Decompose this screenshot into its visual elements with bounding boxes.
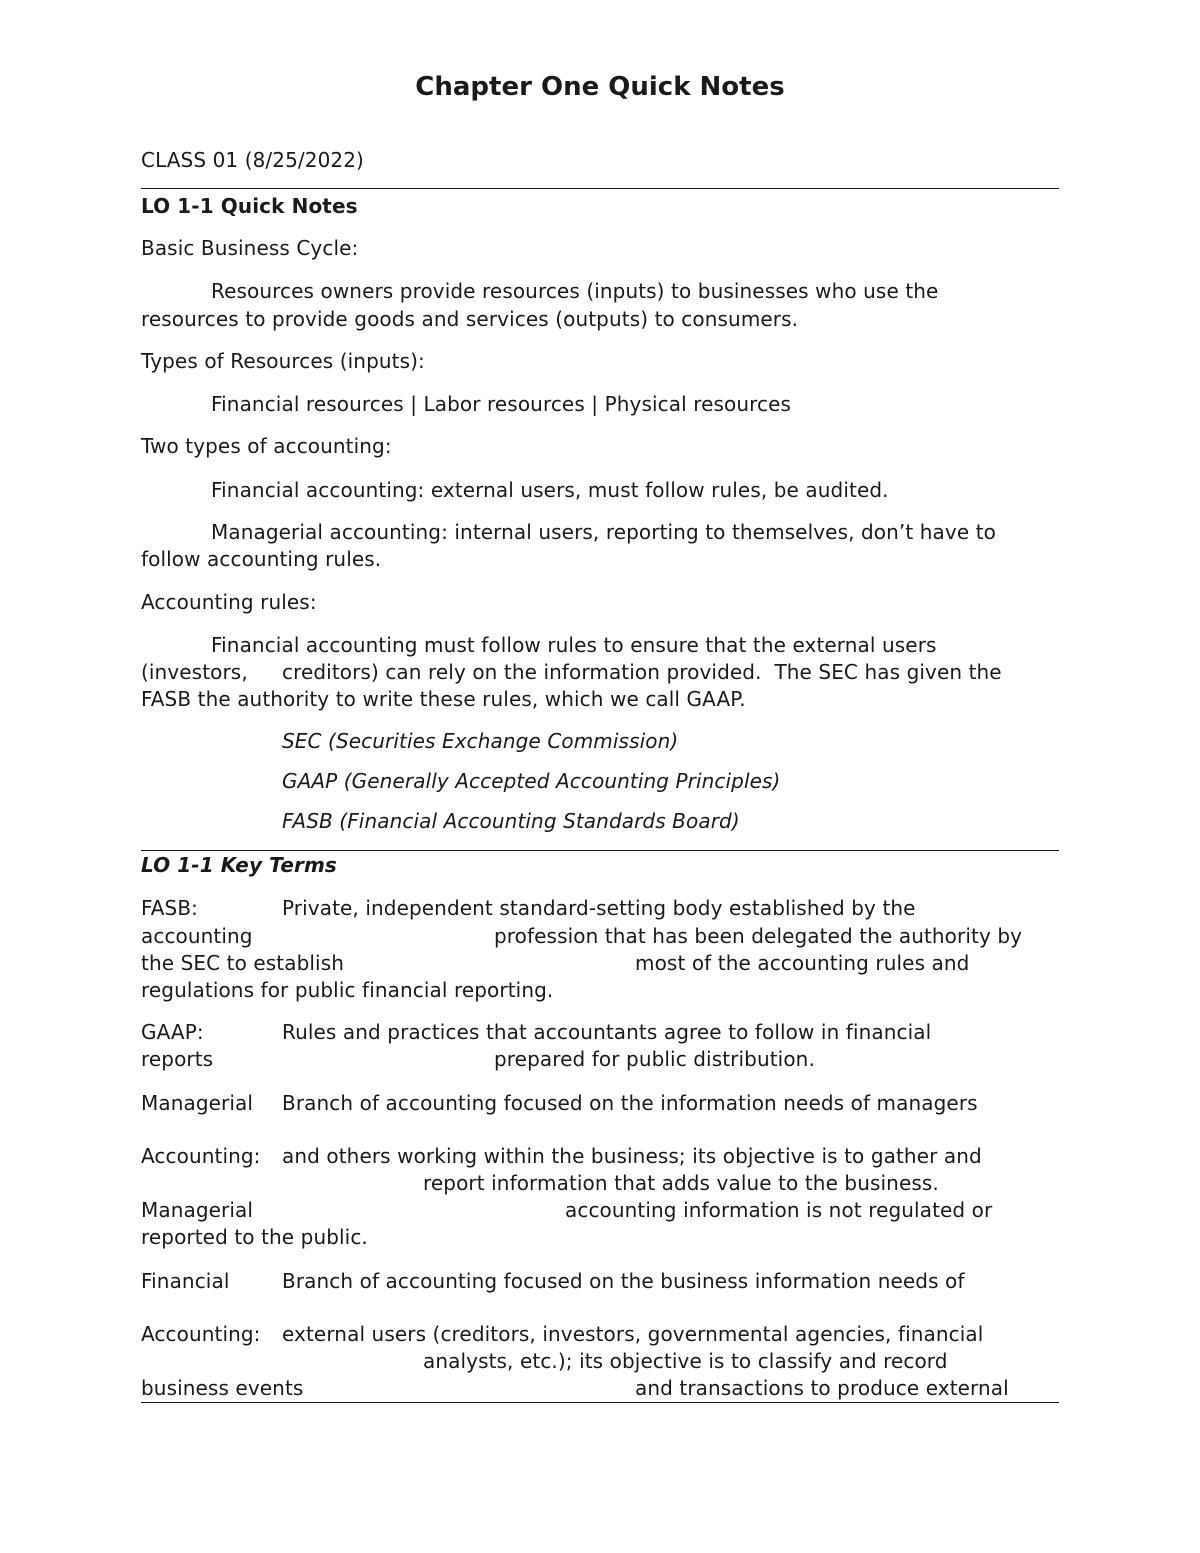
managerial-definition-line3: report information that adds value to the business. [423, 1171, 939, 1195]
section-divider [141, 1402, 1059, 1403]
accounting-rules-line3: FASB the authority to write these rules, which we call GAAP. [141, 687, 746, 711]
section-divider [141, 188, 1059, 189]
resources-label: Types of Resources (inputs): [141, 349, 425, 373]
financial-definition-line3: analysts, etc.); its objective is to classify and record [423, 1349, 948, 1373]
managerial-definition-line1: Branch of accounting focused on the information needs of managers [282, 1091, 978, 1115]
managerial-definition-line5: reported to the public. [141, 1225, 368, 1249]
managerial-definition-line4a: Managerial [141, 1198, 254, 1222]
gaap-definition-line2b: prepared for public distribution. [494, 1047, 815, 1071]
accounting-types-label: Two types of accounting: [141, 434, 392, 458]
term-managerial: Managerial [141, 1091, 254, 1115]
fasb-definition-line2a: accounting [141, 924, 253, 948]
term-fasb: FASB: [141, 896, 199, 920]
fasb-definition-line3a: the SEC to establish [141, 951, 344, 975]
financial-accounting-note: Financial accounting: external users, must follow rules, be audited. [211, 478, 889, 502]
abbreviation-sec: SEC (Securities Exchange Commission) [282, 729, 679, 753]
financial-definition-line4b: and transactions to produce external [635, 1376, 1009, 1400]
financial-definition-line2: external users (creditors, investors, governmental agencies, financial [282, 1322, 984, 1346]
accounting-rules-label: Accounting rules: [141, 590, 317, 614]
gaap-definition-line1: Rules and practices that accountants agree to follow in financial [282, 1020, 932, 1044]
key-terms-heading: LO 1-1 Key Terms [141, 853, 337, 877]
accounting-rules-line2a: (investors, [141, 660, 248, 684]
fasb-definition-line4: regulations for public financial reporting. [141, 978, 554, 1002]
basic-cycle-label: Basic Business Cycle: [141, 236, 359, 260]
term-gaap: GAAP: [141, 1020, 204, 1044]
fasb-definition-line2b: profession that has been delegated the authority by [494, 924, 1023, 948]
financial-definition-line1: Branch of accounting focused on the business information needs of [282, 1269, 965, 1293]
abbreviation-fasb: FASB (Financial Accounting Standards Board) [282, 809, 740, 833]
abbreviation-gaap: GAAP (Generally Accepted Accounting Principles) [282, 769, 781, 793]
class-heading: CLASS 01 (8/25/2022) [141, 148, 364, 172]
basic-cycle-text-line1: Resources owners provide resources (inputs) to businesses who use the [211, 279, 939, 303]
managerial-accounting-note-line2: follow accounting rules. [141, 547, 382, 571]
quick-notes-heading: LO 1-1 Quick Notes [141, 194, 358, 218]
section-divider [141, 850, 1059, 851]
fasb-definition-line3b: most of the accounting rules and [635, 951, 970, 975]
managerial-accounting-note-line1: Managerial accounting: internal users, reporting to themselves, don’t have to [211, 520, 996, 544]
resources-list: Financial resources | Labor resources | Physical resources [211, 392, 792, 416]
term-managerial-accounting: Accounting: [141, 1144, 261, 1168]
basic-cycle-text-line2: resources to provide goods and services (outputs) to consumers. [141, 307, 799, 331]
managerial-definition-line2: and others working within the business; its objective is to gather and [282, 1144, 982, 1168]
financial-definition-line4a: business events [141, 1376, 304, 1400]
fasb-definition-line1: Private, independent standard-setting body established by the [282, 896, 916, 920]
gaap-definition-line2a: reports [141, 1047, 214, 1071]
term-financial-accounting: Accounting: [141, 1322, 261, 1346]
accounting-rules-line1: Financial accounting must follow rules to ensure that the external users [211, 633, 937, 657]
page-title: Chapter One Quick Notes [415, 72, 785, 102]
managerial-definition-line4b: accounting information is not regulated or [565, 1198, 993, 1222]
accounting-rules-line2b: creditors) can rely on the information provided. The SEC has given the [282, 660, 1002, 684]
term-financial: Financial [141, 1269, 230, 1293]
